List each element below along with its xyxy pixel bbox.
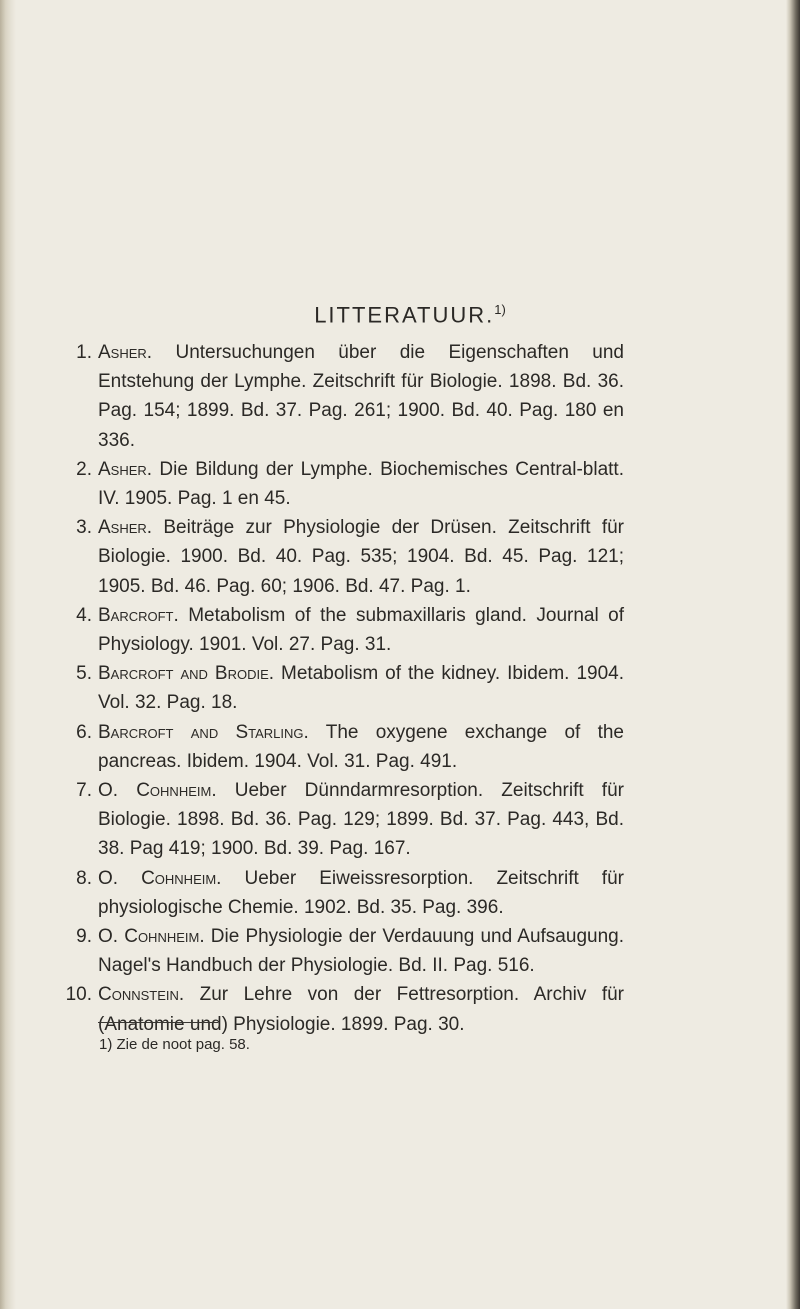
reference-item	[64, 513, 624, 601]
reference-author: Asher.	[98, 342, 153, 363]
reference-number: 7.	[76, 780, 92, 802]
page-edge-right	[786, 0, 800, 1309]
reference-item	[64, 718, 624, 776]
reference-text: Zur Lehre von der Fettresorption. Archiv für (Anatomie und) Physiologie. 1899. Pag. 30.	[98, 984, 624, 1035]
footnote-rule	[98, 1022, 218, 1023]
reference-text: Metabolism of the submaxillaris gland. Journal of Physiology. 1901. Vol. 27. Pag. 31.	[98, 604, 624, 656]
reference-author: Barcroft and Brodie.	[98, 663, 275, 685]
reference-number: 10.	[65, 984, 92, 1006]
reference-number: 4.	[76, 604, 92, 626]
reference-number: 6.	[76, 721, 92, 743]
reference-author: Asher.	[98, 517, 153, 539]
reference-text: Die Bildung der Lymphe. Biochemisches Central-blatt. IV. 1905. Pag. 1 en 45.	[98, 458, 624, 510]
reference-number: 8.	[76, 867, 92, 889]
page-title	[0, 296, 800, 329]
reference-item	[64, 864, 624, 922]
reference-author: Connstein.	[98, 984, 185, 1006]
reference-item	[64, 659, 624, 717]
reference-author: Barcroft and Starling.	[98, 721, 309, 743]
reference-author: Asher.	[98, 458, 153, 480]
reference-number: 2.	[76, 458, 92, 480]
reference-author: O. Cohnheim.	[98, 867, 222, 889]
page-edge-left	[0, 0, 16, 1309]
reference-text: Beiträge zur Physiologie der Drüsen. Zeitschrift für Biologie. 1900. Bd. 40. Pag. 535; 1904. Bd. 45. Pag. 121; 1905. Bd. 46. Pag. 60; 1906. Bd. 47. Pag. 1.	[98, 517, 624, 597]
reference-text: Metabolism of the kidney. Ibidem. 1904. Vol. 32. Pag. 18.	[98, 663, 624, 714]
reference-item	[64, 601, 624, 659]
reference-item	[64, 455, 624, 513]
reference-item	[64, 980, 624, 1038]
reference-number: 1.	[76, 342, 92, 363]
reference-author: O. Cohnheim.	[98, 780, 217, 802]
title-footnote-mark: 1)	[494, 302, 506, 317]
footnote: 1) Zie de noot pag. 58.	[99, 1036, 250, 1053]
reference-text: Untersuchungen über die Eigenschaften und Entstehung der Lymphe. Zeitschrift für Biologie. 1898. Bd. 36. Pag. 154; 1899. Bd. 37. Pag. 261; 1900. Bd. 40. Pag. 180 en 336.	[98, 342, 624, 451]
title-text: LITTERATUUR.	[314, 302, 495, 328]
reference-list	[64, 338, 624, 1039]
reference-number: 5.	[76, 663, 92, 685]
reference-item	[64, 776, 624, 864]
reference-item	[64, 338, 624, 455]
reference-author: O. Cohnheim.	[98, 926, 205, 948]
reference-text: Ueber Eiweissresorption. Zeitschrift für physiologische Chemie. 1902. Bd. 35. Pag. 396.	[98, 867, 624, 918]
reference-number: 9.	[76, 926, 92, 948]
reference-author: Barcroft.	[98, 604, 179, 626]
reference-text: Die Physiologie der Verdauung und Aufsaugung. Nagel's Handbuch der Physiologie. Bd. II. Pag. 516.	[98, 926, 624, 977]
reference-text: Ueber Dünndarmresorption. Zeitschrift für Biologie. 1898. Bd. 36. Pag. 129; 1899. Bd. 37. Pag. 443, Bd. 38. Pag 419; 1900. Bd. 39. Pag. 167.	[98, 780, 624, 860]
reference-item	[64, 922, 624, 980]
reference-number: 3.	[76, 517, 92, 539]
reference-text: The oxygene exchange of the pancreas. Ibidem. 1904. Vol. 31. Pag. 491.	[98, 721, 624, 772]
